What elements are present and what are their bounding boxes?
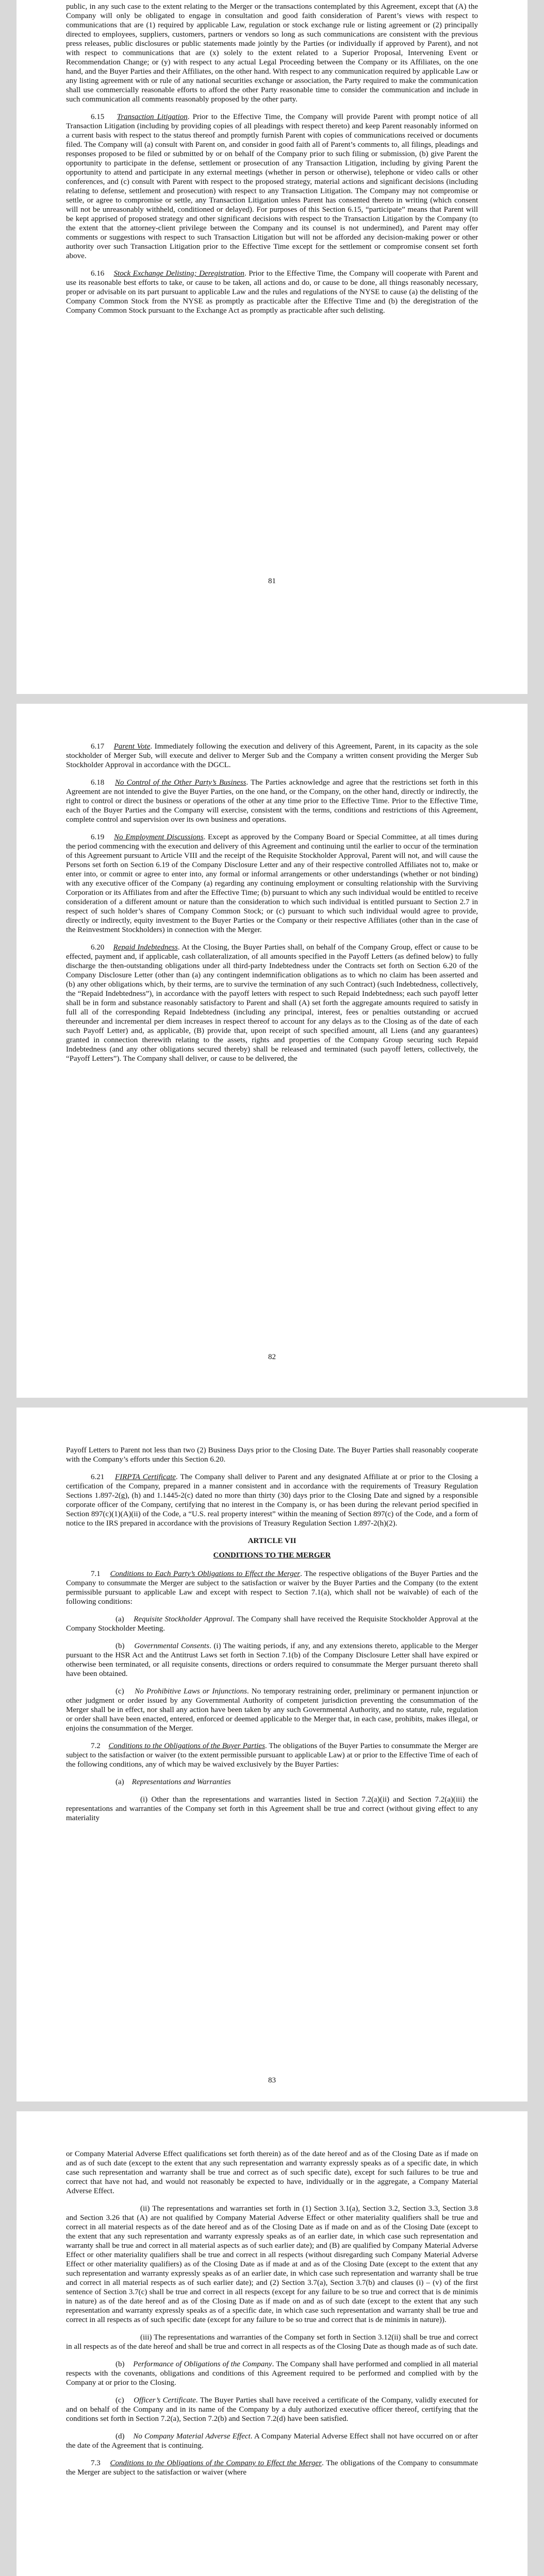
clause-text: . The Company shall have performed and complied in all material respects with the covenants, obligations and conditions of this Agreement required to be performed and complied with by the Company at or prior to the Closing. [66,2360,479,2387]
condition-7-2-a-i: (i) Other than the representations and warranties listed in Section 7.2(a)(ii) and Section 7.2(a)(iii) the representations and warranties of the Company set forth in this Agreement shall be true and correct (without giving effect to any materiality [66,1795,478,1822]
document-page-83 [17,1408,527,2102]
section-7-1 [66,1569,478,1606]
section-text: . The obligations of the Company to consummate the Merger are subject to the satisfaction or waiver (where [66,2459,478,2477]
section-7-3 [66,2459,478,2477]
clause-text: . A Company Material Adverse Effect shall not have occurred on or after the date of the Agreement that is continuing. [66,2432,479,2450]
clause-label: (d) [116,2432,125,2441]
clause-title: No Prohibitive Laws or Injunctions [135,1687,247,1696]
condition-7-1-b [66,1641,478,1679]
section-title: No Control of the Other Party’s Business [114,778,246,787]
section-text: . At the Closing, the Buyer Parties shall, on behalf of the Company Group, effect or cause to be effected, payment and, if applicable, cash collateralization, of all amounts specified in the Payoff Letters (as defined below) to fully discharge the then-outstanding obligations under all third-party Indebtedness under the Contracts set forth on Section 6.20 of the Company Disclosure Letter (other than (a) any contingent indemnification obligations as to which no claim has been asserted and (b) any other obligations which, by their terms, are to survive the termination of any such Contract) (such Indebtedness, collectively, the “Repaid Indebtedness”), in accordance with the payoff letters with respect to such Repaid Indebtedness; each such payoff letter shall be in form and substance reasonably satisfactory to Parent and shall (A) set forth the aggregate amounts required to satisfy in full all of the corresponding Repaid Indebtedness (including any principal, interest, fees or penalties outstanding or accrued thereunder and incremental per diem increases in respect thereof to account for any delays as to the Closing as of the date of each such Payoff Letter) and, as applicable, (B) provide that, upon receipt of such specified amount, all Liens (and any guarantees) granted in connection therewith relating to the assets, rights and properties of the Company Group securing such Repaid Indebtedness (and any other obligations secured thereby) shall be released and terminated (such payoff letters, collectively, the “Payoff Letters”). The Company shall deliver, or cause to be delivered, the [66,943,478,1063]
document-page-84 [17,2111,527,2576]
section-6-18 [66,778,478,824]
article-heading: ARTICLE VII [248,1537,296,1545]
condition-7-1-a [66,1615,478,1633]
article-title: CONDITIONS TO THE MERGER [213,1551,331,1560]
paragraph-continuation: Payoff Letters to Parent not less than two (2) Business Days prior to the Closing Date. The Buyer Parties shall reasonably cooperate with the Company’s efforts under this Section 6.20. [66,1446,478,1464]
condition-7-2-d [66,2432,478,2450]
page-number: 83 [268,2076,276,2084]
section-title: Stock Exchange Delisting; Deregistration [113,269,244,278]
section-text: . Prior to the Effective Time, the Company will cooperate with Parent and use its reasonable best efforts to take, or cause to be taken, all actions and do, or cause to be done, all things reasonably necessary, proper or advisable on its part pursuant to applicable Law and the rules and regulations of the NYSE to cause (a) the delisting of the Company Common Stock from the NYSE as promptly as practicable after the Effective Time and (b) the deregistration of the Company Common Stock pursuant to the Exchange Act as promptly as practicable after such delisting. [66,269,479,315]
clause-text: . The Buyer Parties shall have received a certificate of the Company, validly executed for and on behalf of the Company and in its name of the Company by a duly authorized executive officer thereof, certifying that the conditions set forth in Section 7.2(a), Section 7.2(b) and Section 7.2(d) have been satisfied. [66,2396,478,2423]
condition-7-2-b [66,2360,478,2387]
clause-label: (c) [116,1687,124,1696]
section-title: Conditions to Each Party’s Obligations to Effect the Merger [110,1570,301,1578]
clause-title: Officer’s Certificate [134,2396,196,2404]
clause-title: Requisite Stockholder Approval [134,1615,233,1623]
clause-title: Governmental Consents [134,1642,209,1650]
section-number: 7.1 [91,1570,101,1578]
clause-label: (b) [116,2360,125,2368]
section-text: . The respective obligations of the Buyer Parties and the Company to consummate the Merger are subject to the satisfaction or waiver by the Buyer Parties and the Company (to the extent permissible pursuant to applicable Law and except with respect to Section 7.1(a), which shall not be waivable) of each of the following conditions: [66,1570,478,1606]
paragraph-public-communications: public, in any such case to the extent relating to the Merger or the transactions contemplated by this Agreement, except that (A) the Company will only be obligated to engage in consultation and good faith consideration of Parent’s views with respect to communications that are (1) required by applicable Law, regulation or stock exchange rule or listing agreement or (2) principally directed to employees, suppliers, customers, partners or vendors so long as such communications are consistent with the previous press releases, public disclosures or public statements made jointly by the Parties (or individually if approved by Parent), and not with respect to communications that are (x) solely to the extent related to a Superior Proposal, Intervening Event or Recommendation Change; or (y) with respect to any actual Legal Proceeding between the Company or its Affiliates, on the one hand, and the Buyer Parties and their Affiliates, on the other hand. With respect to any communication required by applicable Law or any listing agreement with or rule of any national securities exchange or association, the Party required to make the communication shall use commercially reasonable efforts to afford the other Party reasonable time to consider the communication and include in such communication all comments reasonably proposed by the other party. [66,3,478,104]
clause-label: (b) [116,1642,125,1650]
document-page-81 [17,0,527,694]
section-number: 7.3 [91,2459,101,2467]
condition-7-2-a-iii: (iii) The representations and warranties of the Company set forth in Section 3.12(ii) shall be true and correct in all respects as of the date hereof and shall be true and correct in all respects as of the Closing Date as though made as of such date. [66,2333,478,2351]
section-6-15 [66,112,478,261]
section-6-19 [66,833,478,935]
section-number: 6.16 [91,269,105,278]
clause-text: . No temporary restraining order, preliminary or permanent injunction or other judgment or order issued by any Governmental Authority of competent jurisdiction preventing the consummation of the Merger shall be in effect, nor shall any action have been taken by any such Governmental Authority, and no statute, rule, regulation or order shall have been enacted, entered, enforced or deemed applicable to the Merger that, in each case, prohibits, makes illegal, or enjoins the consummation of the Merger. [66,1687,479,1733]
document-page-82 [17,704,527,1398]
section-title: Conditions to the Obligations of the Company to Effect the Merger [110,2459,322,2467]
section-6-21 [66,1472,478,1528]
clause-title: No Company Material Adverse Effect [133,2432,251,2441]
page-number: 82 [268,1353,276,1361]
section-number: 6.20 [91,943,105,952]
section-number: 6.19 [91,833,105,841]
section-text: . The Parties acknowledge and agree that the restrictions set forth in this Agreement are not intended to give the Buyer Parties, on the one hand, or the Company, on the other hand, directly or indirectly, the right to control or direct the business or operations of the other at any time prior to the Effective Time. Prior to the Effective Time, each of the Buyer Parties and the Company will exercise, consistent with the terms, conditions and restrictions of this Agreement, complete control and supervision over its own business and operations. [66,778,479,824]
section-title: Parent Vote [113,742,151,751]
clause-label: (c) [116,2396,124,2404]
section-number: 6.17 [91,742,105,751]
section-6-20 [66,943,478,1063]
section-6-16 [66,269,478,315]
section-number: 6.15 [91,113,105,121]
section-number: 6.18 [91,778,105,787]
section-title: Transaction Litigation [117,113,188,121]
section-text: . Except as approved by the Company Board or Special Committee, at all times during the period commencing with the execution and delivery of this Agreement and continuing until the earlier to occur of the termination of this Agreement pursuant to Article VIII and the receipt of the Requisite Stockholder Approval, Parent will not, and will cause the Persons set forth on Section 6.19 of the Company Disclosure Letter and any of their respective controlled Affiliates not to, make or enter into, or commit or agree to enter into, any formal or informal arrangements or other understandings (whether or not binding) with any executive officer of the Company (a) regarding any continuing employment or consulting relationship with the Surviving Corporation or its Affiliates from and after the Effective Time; (b) pursuant to which any such individual would be entitled to receive consideration of a different amount or nature than the consideration to which such individual is entitled pursuant to Section 2.7 in respect of such holder’s shares of Company Common Stock; or (c) pursuant to which such individual would agree to provide, directly or indirectly, equity investment to the Buyer Parties or the Company or their respective Affiliates (other than in the case of the Reinvestment Stockholders) in connection with the Merger. [66,833,478,934]
clause-text: . The Company shall have received the Requisite Stockholder Approval at the Company Stockholder Meeting. [66,1615,479,1633]
section-title: Conditions to the Obligations of the Buyer Parties [108,1742,265,1750]
page-number: 81 [268,577,276,585]
clause-label: (a) [116,1778,124,1786]
section-title: FIRPTA Certificate [114,1473,176,1481]
condition-7-2-a [66,1777,478,1787]
condition-7-2-c [66,2396,478,2424]
section-number: 7.2 [91,1742,101,1750]
section-text: . The Company shall deliver to Parent and any designated Affiliate at or prior to the Closing a certification of the Company, prepared in a manner consistent and in accordance with the requirements of Treasury Regulation Sections 1.897-2(g), (h) and 1.1445-2(c) dated no more than thirty (30) days prior to the Closing Date and signed by a responsible corporate officer of the Company, certifying that no interest in the Company is, or has been during the relevant period specified in Section 897(c)(1)(A)(ii) of the Code, a “U.S. real property interest” within the meaning of Section 897(c) of the Code, and a form of notice to the IRS prepared in accordance with the provisions of Treasury Regulation Section 1.897-2(h)(2). [66,1473,478,1528]
clause-title: Representations and Warranties [131,1778,231,1786]
section-7-2 [66,1741,478,1769]
clause-title: Performance of Obligations of the Company [133,2360,272,2368]
section-number: 6.21 [91,1473,105,1481]
section-text: . Prior to the Effective Time, the Company will provide Parent with prompt notice of all Transaction Litigation (including by providing copies of all pleadings with respect thereto) and keep Parent reasonably informed on a current basis with respect to the status thereof and promptly furnish Parent with copies of communications received or documents filed. The Company will (a) consult with Parent on, and consider in good faith all of Parent’s comments to, all filings, pleadings and responses proposed to be filed or submitted by or on behalf of the Company prior to such filing or submission, (b) give Parent the opportunity to participate in the defense, settlement or prosecution of any Transaction Litigation, including by giving Parent the opportunity to attend and participate in any external meetings (whether in person or otherwise), telephone or video calls or other conferences, and (c) consult with Parent with respect to the proposed strategy, material actions and significant decisions (including relating to defense, settlement and prosecution) with respect to any Transaction Litigation. The Company may not compromise or settle, or agree to compromise or settle, any Transaction Litigation unless Parent has consented thereto in writing (which consent will not be unreasonably withheld, conditioned or delayed). For purposes of this Section 6.15, “participate” means that Parent will be kept apprised of proposed strategy and other significant decisions with respect to the Transaction Litigation by the Company (to the extent that the attorney-client privilege between the Company and its counsel is not undermined), and Parent may offer comments or suggestions with respect to such Transaction Litigation but will not be afforded any decision-making power or other authority over such Transaction Litigation prior to the Effective Time except for the settlement or compromise consent set forth above. [66,113,478,260]
section-title: No Employment Discussions [114,833,204,841]
condition-7-1-c [66,1687,478,1733]
condition-7-2-a-ii: (ii) The representations and warranties set forth in (1) Section 3.1(a), Section 3.2, Section 3.3, Section 3.8 and Section 3.26 that (A) are not qualified by Company Material Adverse Effect or other materiality qualifiers shall be true and correct in all material respects as of the date hereof and as of the Closing Date as if made on and as of the Closing Date (except to the extent that any such representation and warranty expressly speaks as of an earlier date, in which case such representation and warranty shall be true and correct in all material aspects as of such earlier date); and (B) are qualified by Company Material Adverse Effect or other materiality qualifiers shall be true and correct in all respects (without disregarding such Company Material Adverse Effect or other materiality qualifiers) as of the Closing Date as if made at and as of the Closing Date (except to the extent that any such representation and warranty expressly speaks as of an earlier date, in which case such representation and warranty shall be true and correct in all material respects as of such earlier date); and (2) Section 3.7(a), Section 3.7(b) and clauses (i) – (v) of the first sentence of Section 3.7(c) shall be true and correct in all respects (except for any failure to be so true and correct that is de minimis in nature) as of the date hereof and as of the Closing Date as if made on and as of such date (except to the extent that any such representation and warranty expressly speaks as of a specific date, in which case such representation and warranty shall be true and correct in all respects as of such specific date (except for any failure to be so true and correct that is de minimis in nature)). [66,2205,478,2324]
section-text: . The obligations of the Buyer Parties to consummate the Merger are subject to the satisfaction or waiver (to the extent permissible pursuant to applicable Law) at or prior to the Effective Time of each of the following conditions, any of which may be waived exclusively by the Buyer Parties: [66,1742,478,1769]
section-title: Repaid Indebtedness [113,943,178,952]
clause-text: . (i) The waiting periods, if any, and any extensions thereto, applicable to the Merger pursuant to the HSR Act and the Antitrust Laws set forth in Section 7.1(b) of the Company Disclosure Letter shall have expired or otherwise been terminated, or all requisite consents, directions or orders required to consummate the Merger pursuant thereto shall have been obtained. [66,1642,478,1678]
clause-label: (a) [116,1615,124,1623]
section-text: . Immediately following the execution and delivery of this Agreement, Parent, in its capacity as the sole stockholder of Merger Sub, will execute and deliver to Merger Sub and the Company a written consent providing the Merger Sub Stockholder Approval in accordance with the DGCL. [66,742,478,769]
section-6-17 [66,742,478,770]
paragraph-continuation: or Company Material Adverse Effect qualifications set forth therein) as of the date hereof and as of the Closing Date as if made on and as of such date (except to the extent that any such representation and warranty expressly speaks as of a specific date, in which case such representation and warranty shall be true and correct as of such specific date), except for such failures to be true and correct that have not had, and would not reasonably be expected to have, individually or in the aggregate, a Company Material Adverse Effect. [66,2150,478,2195]
